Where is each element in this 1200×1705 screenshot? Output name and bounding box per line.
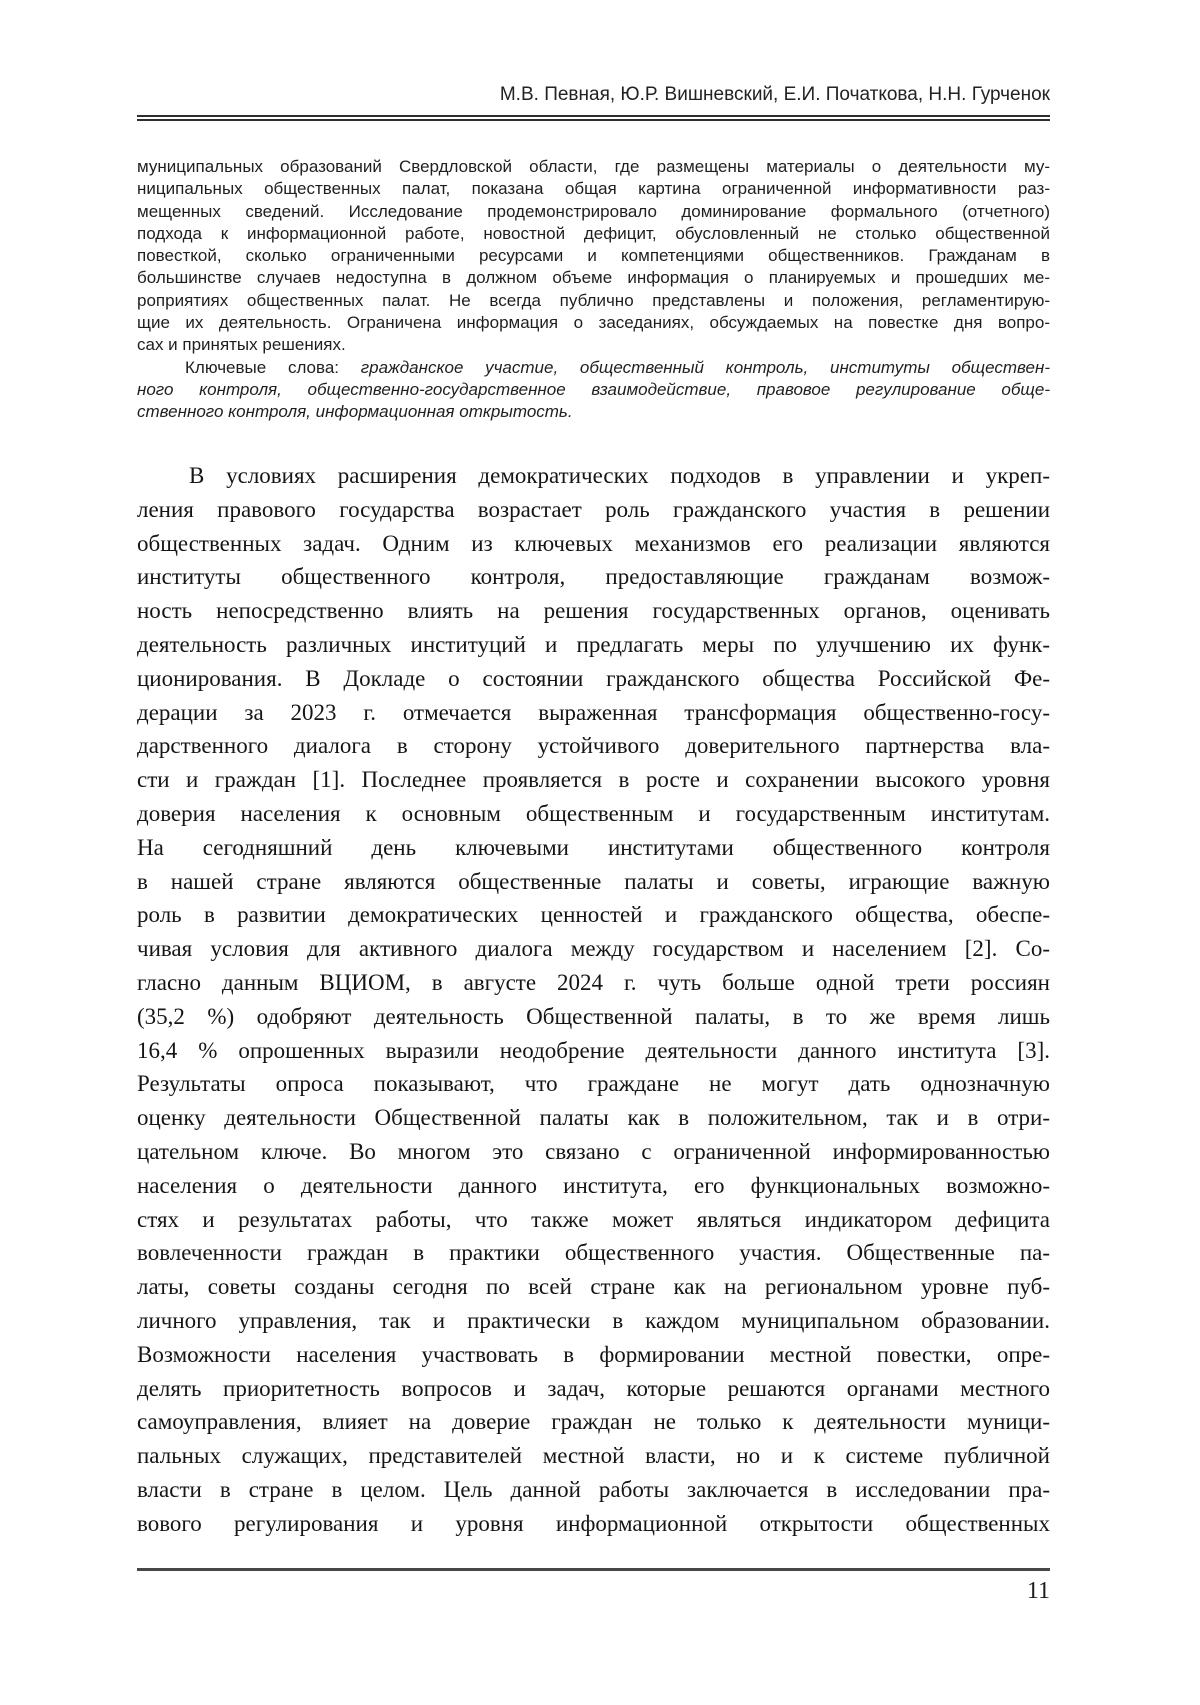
keywords-label: Ключевые слова: <box>185 357 361 377</box>
text-line: делять приоритетность вопросов и задач, которые решаются органами местного <box>137 1375 1050 1401</box>
keywords-first-line <box>137 357 1050 379</box>
text-line: На сегодняшний день ключевыми институтами общественного контроля <box>137 834 1050 860</box>
text-line: пальных служащих, представителей местной власти, но и к системе публичной <box>137 1443 1050 1469</box>
text-line: ственного контроля, информационная открытость. <box>137 402 573 422</box>
text-line: стях и результатах работы, что также может являться индикатором дефицита <box>137 1206 1050 1232</box>
text-line: населения о деятельности данного института, его функциональных возможно- <box>137 1172 1050 1198</box>
text-line: самоуправления, влияет на доверие граждан не только к деятельности муници- <box>137 1409 1050 1435</box>
footer-rule <box>137 1568 1050 1571</box>
header-authors: М.В. Певная, Ю.Р. Вишневский, Е.И. Початкова, Н.Н. Гурченок <box>499 84 1050 105</box>
text-line: дарственного диалога в сторону устойчивого доверительного партнерства вла- <box>137 733 1050 759</box>
text-line: гласно данным ВЦИОМ, в августе 2024 г. чуть больше одной трети россиян <box>137 969 1050 995</box>
text-line: вовлеченности граждан в практики общественного участия. Общественные па- <box>137 1240 1050 1266</box>
text-line: сти и граждан [1]. Последнее проявляется в росте и сохранении высокого уровня <box>137 767 1050 793</box>
body-paragraph <box>137 493 1050 1541</box>
abstract-section <box>137 156 1050 424</box>
text-line: сах и принятых решениях. <box>137 335 346 355</box>
text-line: ниципальных общественных палат, показана общая картина ограниченной информативности раз- <box>137 179 1050 199</box>
header-double-rule <box>137 115 1050 121</box>
text-line: вового регулирования и уровня информационной открытости общественных <box>137 1510 1050 1536</box>
text-line: чивая условия для активного диалога между государством и населением [2]. Со- <box>137 936 1050 962</box>
page-number: 11 <box>1026 1578 1050 1604</box>
text-line: цательном ключе. Во многом это связано с ограниченной информированностью <box>137 1138 1050 1164</box>
text-line: ного контроля, общественно-государственное взаимодействие, правовое регулирование обще- <box>137 379 1050 399</box>
text-line: 16,4 % опрошенных выразили неодобрение деятельности данного института [3]. <box>137 1037 1050 1063</box>
text-line: щие их деятельность. Ограничена информация о заседаниях, обсуждаемых на повестке дня вопро- <box>137 313 1050 333</box>
text-line: Результаты опроса показывают, что граждане не могут дать однозначную <box>137 1071 1050 1097</box>
text-line: в нашей стране являются общественные палаты и советы, играющие важную <box>137 868 1050 894</box>
text-line: (35,2 %) одобряют деятельность Общественной палаты, в то же время лишь <box>137 1003 1050 1029</box>
keywords-continuation <box>137 379 1050 424</box>
text-line: роприятиях общественных палат. Не всегда публично представлены и положения, регламентирую- <box>137 290 1050 310</box>
keywords-paragraph <box>137 357 1050 424</box>
keywords-text: гражданское участие, общественный контроль, институты обществен- <box>360 357 1050 377</box>
text-line: ность непосредственно влиять на решения государственных органов, оценивать <box>137 598 1050 624</box>
text-line: власти в стране в целом. Цель данной работы заключается в исследовании пра- <box>137 1476 1050 1502</box>
text-line: мещенных сведений. Исследование продемонстрировало доминирование формального (отчетного) <box>137 201 1050 221</box>
abstract-paragraph <box>137 156 1050 357</box>
text-line: латы, советы созданы сегодня по всей стране как на региональном уровне пуб- <box>137 1274 1050 1300</box>
text-line: повесткой, сколько ограниченными ресурсами и компетенциями общественников. Гражданам в <box>137 246 1050 266</box>
text-line: Возможности населения участвовать в формировании местной повестки, опре- <box>137 1341 1050 1367</box>
text-line: доверия населения к основным общественным и государственным институтам. <box>137 800 1050 826</box>
text-line: личного управления, так и практически в каждом муниципальном образовании. <box>137 1307 1050 1333</box>
text-line: ления правового государства возрастает роль гражданского участия в решении <box>137 496 1050 522</box>
text-line: деятельность различных институций и предлагать меры по улучшению их функ- <box>137 631 1050 657</box>
text-line: дерации за 2023 г. отмечается выраженная трансформация общественно-госу- <box>137 699 1050 725</box>
text-line: роль в развитии демократических ценностей и гражданского общества, обеспе- <box>137 902 1050 928</box>
body-first-line: В условиях расширения демократических подходов в управлении и укреп- <box>189 463 1050 488</box>
text-line: подхода к информационной работе, новостной дефицит, обусловленный не столько общественной <box>137 223 1050 243</box>
text-line: общественных задач. Одним из ключевых механизмов его реализации являются <box>137 530 1050 556</box>
text-line: оценку деятельности Общественной палаты как в положительном, так и в отри- <box>137 1105 1050 1131</box>
text-line: институты общественного контроля, предоставляющие гражданам возмож- <box>137 564 1050 590</box>
body-section <box>137 459 1050 1541</box>
text-line: большинстве случаев недоступна в должном объеме информация о планируемых и прошедших ме- <box>137 268 1050 288</box>
text-line: муниципальных образований Свердловской области, где размещены материалы о деятельности му- <box>137 157 1050 176</box>
text-line: ционирования. В Докладе о состоянии гражданского общества Российской Фе- <box>137 665 1050 691</box>
